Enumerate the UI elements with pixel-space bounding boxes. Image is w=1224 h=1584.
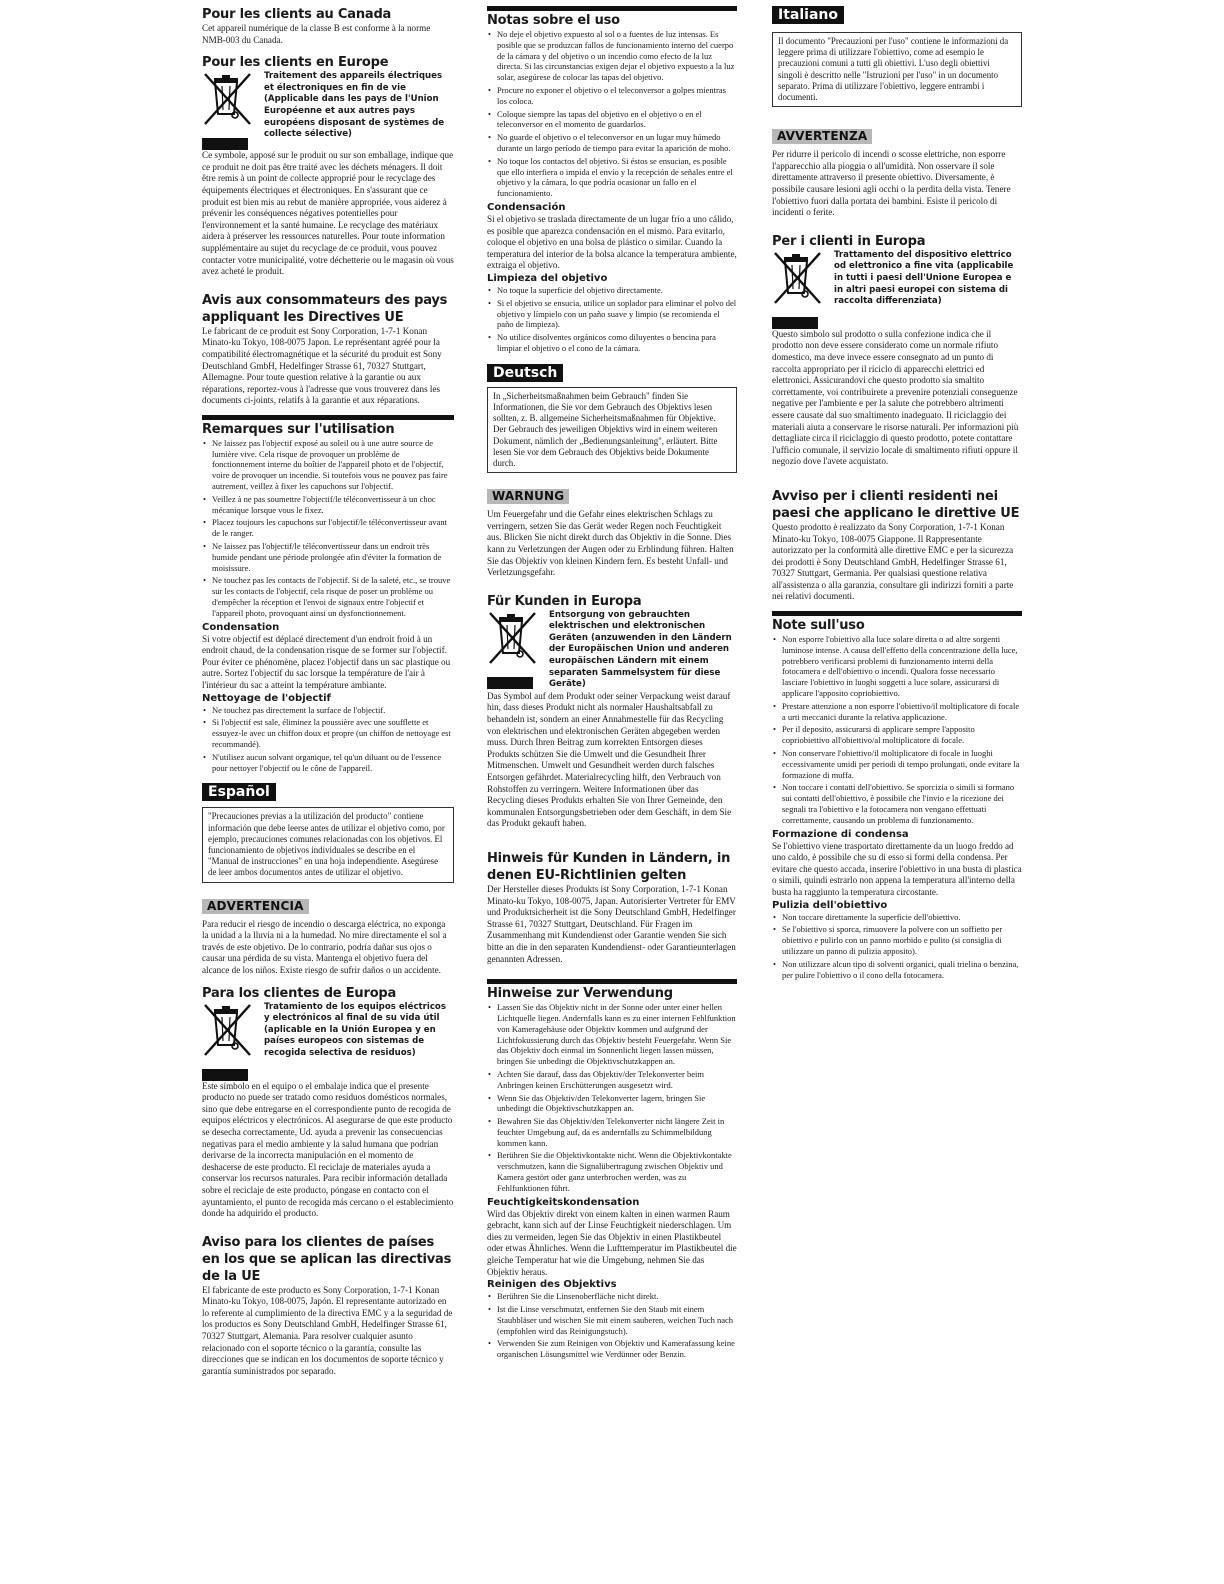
list-item: • Per il deposito, assicurarsi di applicare sempre l'apposito copriobiettivo all'obiettivo/al moltiplicatore di focale. — [772, 724, 1022, 746]
it-weee-title: Trattamento del dispositivo elettrico od elettronico a fine vita (applicabile in tutti i paesi dell'Unione Europea e in altri paesi europei con sistema di raccolta differenziata) — [834, 249, 1014, 307]
it-clean-list — [772, 912, 1022, 981]
it-box-text: Il documento "Precauzioni per l'uso" contiene le informazioni da leggere prima di utilizzare l'obiettivo, come ad esempio le precauzioni comuni a tutti gli obiettivi. L'uso degli obiettivi singoli è descritto nelle "Istruzioni per l'uso" in un documento separato. Prima di utilizzare l'obiettivo, leggere entrambi i documenti. — [778, 36, 1009, 103]
list-item: • Ne touchez pas les contacts de l'objectif. Si de la saleté, etc., se trouve sur les contacts de l'objectif, cela risque de poser un problème ou d'empêcher la réception et l'envoi de signaux entre l'objectif et l'appareil photo, provoquant ainsi un dysfonctionnement. — [202, 575, 454, 618]
list-item: • No toque la superficie del objetivo directamente. — [487, 285, 737, 296]
de-warning-label: WARNUNG — [487, 489, 569, 504]
weee-black-bar — [202, 1069, 248, 1081]
language-label-it: Italiano — [772, 6, 844, 24]
list-item: • Bewahren Sie das Objektiv/den Telekonverter nicht längere Zeit in feuchter Umgebung auf, da es andernfalls zu Schimmelbildung kommen kann. — [487, 1116, 737, 1148]
language-label-de: Deutsch — [487, 364, 563, 382]
fr-cond-text: Si votre objectif est déplacé directement d'un endroit froid à un endroit chaud, de la condensation risque de se former sur l'objectif. Pour éviter ce phénomène, placez l'objectif dans un sac plastique ou autre. Sortez l'objectif du sac lorsque la température de l'air à l'intérieur du sac a atteint la température ambiante. — [202, 633, 451, 690]
it-intro-box — [772, 32, 1022, 107]
list-item: • Achten Sie darauf, dass das Objektiv/der Telekonverter beim Anbringen keinen Erschütterungen ausgesetzt wird. — [487, 1069, 737, 1091]
fr-eu-text: Le fabricant de ce produit est Sony Corporation, 1-7-1 Konan Minato-ku Tokyo, 108-0075 Japon. Le représentant agréé pour la compatibilité électromagnétique et la sécurité du produit est Sony Deutschland GmbH, Hedelfinger Strasse 61, 70327 Stuttgart, Allemagne. Pour toute question relative à la garantie ou aux réparations, reportez-vous à l'adresse que vous trouverez dans les documents ci-joints, relatifs à la garantie et aux réparations. — [202, 325, 442, 406]
section-title-de-europe: Für Kunden in Europa — [487, 593, 642, 609]
section-title-it-europe: Per i clienti in Europa — [772, 233, 926, 249]
list-item: • No utilice disolventes orgánicos como diluyentes o bencina para limpiar el objetivo o el cono de la cámara. — [487, 332, 737, 354]
it-weee-block — [772, 250, 1022, 329]
list-item: • Ne laissez pas l'objectif/le téléconvertisseur dans un endroit très humide pendant une période prolongée afin d'éviter la formation de moisissure. — [202, 541, 454, 573]
es-weee-title: Tratamiento de los equipos eléctricos y electrónicos al final de su vida útil (aplicable en la Unión Europea y en países europeos con sistemas de recogida selectiva de residuos) — [264, 1001, 446, 1058]
list-item: • Ist die Linse verschmutzt, entfernen Sie den Staub mit einem Staubbläser und wischen Sie mit einem sauberen, weichen Tuch nach (empfohlen wird das Reinigungstuch). — [487, 1304, 737, 1336]
list-item: • Ne touchez pas directement la surface de l'objectif. — [202, 705, 454, 716]
de-clean-title: Reinigen des Objektivs — [487, 1279, 617, 1291]
it-warning-text: Per ridurre il pericolo di incendi o scosse elettriche, non esporre l'apparecchio alla pioggia o all'umidità. Non osservare il sole direttamente attraverso il presente obiettivo. Diversamente, è possibile causare lesioni agli occhi o la perdita della vista. Tenere l'obiettivo fuori dalla portata dei bambini. Esiste il pericolo di incidenti o ferite. — [772, 149, 1011, 218]
it-cond-title: Formazione di condensa — [772, 828, 909, 840]
crossed-bin-icon — [202, 1002, 254, 1060]
de-notes-list — [487, 1002, 737, 1194]
list-item: • Prestare attenzione a non esporre l'obiettivo/il moltiplicatore di focale a urti meccanici durante la relativa applicazione. — [772, 701, 1022, 723]
it-warning-label: AVVERTENZA — [772, 129, 872, 144]
list-item: • No guarde el objetivo o el teleconversor en un lugar muy húmedo durante un largo período de tiempo para evitar la aparición de moho. — [487, 132, 737, 154]
fr-clean-list — [202, 705, 454, 774]
section-title-fr-notes: Remarques sur l'utilisation — [202, 421, 395, 437]
list-item: • Procure no exponer el objetivo o el teleconversor a golpes mientras los coloca. — [487, 85, 737, 107]
list-item: • No toque los contactos del objetivo. Si éstos se ensucian, es posible que ello interfiera o impida el envío y la recepción de señales entre el objetivo y la cámara, lo que podría ocasionar un fallo en el funcionamiento. — [487, 156, 737, 199]
es-clean-list — [487, 285, 737, 354]
fr-canada-text: Cet appareil numérique de la classe B est conforme à la norme NMB-003 du Canada. — [202, 23, 431, 45]
crossed-bin-icon — [487, 610, 539, 668]
de-weee-title: Entsorgung von gebrauchten elektrischen und elektronischen Geräten (anzuwenden in den Ländern der Europäischen Union und anderen europäischen Ländern mit einem separaten Sammelsystem für diese Geräte) — [549, 609, 732, 690]
list-item: • Wenn Sie das Objektiv/den Telekonverter lagern, bringen Sie unbedingt die Objektivschutzkappen an. — [487, 1093, 737, 1115]
es-warning-label: ADVERTENCIA — [202, 899, 309, 914]
column-1 — [202, 6, 454, 1377]
de-warning-text: Um Feuergefahr und die Gefahr eines elektrischen Schlags zu verringern, setzen Sie das Gerät weder Regen noch Feuchtigkeit aus. Blicken Sie nicht direkt durch das Objektiv in die Sonne. Dies kann zu Verletzungen der Augen oder zu Erblindung führen. Halten Sie das Objektiv von kleinen Kindern fern. Es besteht Unfall- und Verletzungsgefahr. — [487, 509, 734, 578]
fr-cond-title: Condensation — [202, 621, 280, 633]
section-title-fr-eu: Avis aux consommateurs des pays appliquant les Directives UE — [202, 292, 448, 325]
crossed-bin-icon — [772, 250, 824, 308]
es-weee-text: Este símbolo en el equipo o el embalaje indica que el presente producto no puede ser tratado como residuos domésticos normales, sino que debe entregarse en el correspondiente punto de recogida de equipos eléctricos y electrónicos. Al asegurarse de que este producto se desecha correctamente, Ud. ayuda a prevenir las consecuencias negativas para el medio ambiente y la salud humana que podrían derivarse de la incorrecta manipulación en el momento de deshacerse de este producto. El reciclaje de materiales ayuda a conservar los recursos naturales. Para recibir información detallada sobre el reciclaje de este producto, póngase en contacto con el ayuntamiento, el punto de recogida más cercano o el establecimiento donde ha adquirido el producto. — [202, 1080, 454, 1219]
list-item: • Ne laissez pas l'objectif exposé au soleil ou à une autre source de lumière vive. Cela risque de provoquer un problème de fonctionnement interne du boîtier de l'appareil photo et de l'objectif, voire de provoquer un incendie. Si toutefois vous ne pouvez pas faire autrement, veillez à fixer les capuchons sur l'objectif. — [202, 438, 454, 492]
list-item: • Non esporre l'obiettivo alla luce solare diretta o ad altre sorgenti luminose intense. A causa dell'effetto della concentrazione della luce, potrebbero verificarsi problemi di funzionamento interni della fotocamera e dell'obiettivo o incendi. Qualora fosse necessario lasciare l'obiettivo in luoghi soggetti a luce solare, assicurarsi di applicare l'apposito copriobiettivo. — [772, 634, 1022, 699]
column-3 — [772, 6, 1022, 982]
es-warning-text: Para reducir el riesgo de incendio o descarga eléctrica, no exponga la unidad a la lluvia ni a la humedad. No mire directamente el sol a través de este objetivo. De lo contrario, podría dañar sus ojos o causar una pérdida de su vista. Mantenga el objetivo fuera del alcance de los niños. Existe riesgo de sufrir daños o un accidente. — [202, 918, 447, 975]
crossed-bin-icon — [202, 71, 254, 129]
fr-weee-title: Traitement des appareils électriques et électroniques en fin de vie (Applicable dans les pays de l'Union Européenne et aux autres pays européens disposant de systèmes de collecte sélective) — [264, 71, 445, 140]
section-title-de-eu: Hinweis für Kunden in Ländern, in denen EU-Richtlinien gelten — [487, 850, 731, 883]
list-item: • N'utilisez aucun solvant organique, tel qu'un diluant ou de l'essence pour nettoyer l'objectif ou le cône de l'appareil. — [202, 752, 454, 774]
es-notes-list — [487, 29, 737, 199]
de-clean-list — [487, 1291, 737, 1360]
es-eu-text: El fabricante de este producto es Sony Corporation, 1-7-1 Konan Minato-ku Tokyo, 108-0075, Japón. El representante autorizado en lo referente al cumplimiento de la directiva EMC y a la seguridad de los productos es Sony Deutschland GmbH, Hedelfinger Strasse 61, 70327 Stuttgart, Alemania. Para resolver cualquier asunto relacionado con el soporte técnico o la garantía, consulte las direcciones que se indican en los documentos de soporte técnico y garantía suministrados por separado. — [202, 1284, 453, 1376]
list-item: • Si l'objectif est sale, éliminez la poussière avec une soufflette et essuyez-le avec un chiffon doux et propre (un chiffon de nettoyage est recommandé). — [202, 717, 454, 749]
list-item: • Se l'obiettivo si sporca, rimuovere la polvere con un soffietto per obiettivo e pulirlo con un panno morbido e pulito (si consiglia di utilizzare un panno di pulizia apposito). — [772, 924, 1022, 956]
list-item: • Si el objetivo se ensucia, utilice un soplador para eliminar el polvo del objetivo y límpielo con un paño suave y limpio (se recomienda el paño de limpieza). — [487, 298, 737, 330]
fr-weee-text: Ce symbole, apposé sur le produit ou sur son emballage, indique que ce produit ne doit pas être traité avec les déchets ménagers. Il doit être remis à un point de collecte approprié pour le recyclage des équipements électriques et électroniques. En s'assurant que ce produit est bien mis au rebut de manière appropriée, vous aiderez à prévenir les conséquences négatives potentielles pour l'environnement et la santé humaine. Le recyclage des matériaux aidera à préserver les ressources naturelles. Pour toute information supplémentaire au sujet du recyclage de ce produit, vous pouvez contacter votre municipalité, votre déchetterie ou le magasin où vous avez acheté le produit. — [202, 150, 454, 277]
list-item: • Berühren Sie die Objektivkontakte nicht. Wenn die Objektivkontakte verschmutzen, kann die Signalübertragung zwischen Objektiv und Kamera gestört oder ganz unterbrochen werden, was zu Fehlfunktionen führt. — [487, 1150, 737, 1193]
list-item: • Verwenden Sie zum Reinigen von Objektiv und Kamerafassung keine organischen Lösungsmittel wie Verdünner oder Benzin. — [487, 1338, 737, 1360]
de-intro-box — [487, 387, 737, 473]
section-title-it-eu: Avviso per i clienti residenti nei paesi che applicano le direttive UE — [772, 488, 1020, 521]
section-title-es-eu: Aviso para los clientes de países en los que se aplican las directivas de la UE — [202, 1234, 452, 1284]
list-item: • Coloque siempre las tapas del objetivo en el objetivo o en el teleconversor en el momento de guardarlos. — [487, 109, 737, 131]
es-intro-box — [202, 807, 454, 882]
it-cond-text: Se l'obiettivo viene trasportato direttamente da un luogo freddo ad uno caldo, è possibile che su di esso si formi della condensa. Per evitare che questo accada, inserire l'obiettivo in una busta di plastica o simili, quindi estrarlo non appena la temperatura all'interno della busta ha raggiunto la temperatura circostante. — [772, 840, 1022, 897]
section-title-fr-canada: Pour les clients au Canada — [202, 7, 392, 22]
section-title-es-europe: Para los clientes de Europa — [202, 985, 397, 1001]
de-weee-text: Das Symbol auf dem Produkt oder seiner Verpackung weist darauf hin, dass dieses Produkt nicht als normaler Haushaltsabfall zu behandeln ist, sondern an einer Annahmestelle für das Recycling von elektrischen und elektronischen Geräten abgegeben werden muss. Durch Ihren Beitrag zum korrekten Entsorgen dieses Produkts schützen Sie die Umwelt und die Gesundheit Ihrer Mitmenschen. Umwelt und Gesundheit werden durch falsches Entsorgen gefährdet. Materialrecycling hilft, den Verbrauch von Rohstoffen zu verringern. Weitere Informationen über das Recycling dieses Produkts erhalten Sie von Ihrer Gemeinde, den kommunalen Entsorgungsbetrieben oder dem Geschäft, in dem Sie das Produkt gekauft haben. — [487, 690, 732, 829]
it-weee-text: Questo simbolo sul prodotto o sulla confezione indica che il prodotto non deve essere considerato come un normale rifiuto domestico, ma deve invece essere consegnato ad un punto di raccolta appropriato per il riciclo di apparecchi elettrici ed elettronici. Assicurandovi che questo prodotto sia smaltito correttamente, voi contribuirete a prevenire potenziali conseguenze negative per l'ambiente e per la salute che potrebbero altrimenti essere causate dal suo smaltimento inadeguato. Il riciclaggio dei materiali aiuta a conservare le risorse naturali. Per informazioni più dettagliate circa il riciclaggio di questo prodotto, potete contattare l'ufficio comunale, il servizio locale di smaltimento rifiuti oppure il negozio dove l'avete acquistato. — [772, 328, 1019, 467]
de-cond-text: Wird das Objektiv direkt von einem kalten in einen warmen Raum gebracht, kann sich auf der Linse Feuchtigkeit niederschlagen. Um dies zu vermeiden, legen Sie das Objektiv in einen Plastikbeutel oder etwas Ähnliches. Wenn die Lufttemperatur im Plastikbeutel die gleiche Temperatur hat wie die Umgebung, nehmen Sie das Objektiv heraus. — [487, 1208, 737, 1277]
weee-black-bar — [487, 677, 533, 689]
language-label-es: Español — [202, 783, 276, 801]
section-title-de-notes: Hinweise zur Verwendung — [487, 986, 673, 1002]
section-title-es-notes: Notas sobre el uso — [487, 13, 620, 28]
list-item: • No deje el objetivo expuesto al sol o a fuentes de luz intensas. Es posible que se produzcan fallos de funcionamiento interno del cuerpo de la cámara y del objetivo o un incendio como efecto de la luz directa. Si las circunstancias exigen dejar el objetivo expuesto a la luz solar, asegúrese de colocar las tapas del objetivo. — [487, 29, 737, 83]
weee-black-bar — [202, 138, 248, 150]
es-box-text: "Precauciones previas a la utilización del producto" contiene información que debe leerse antes de utilizar el objetivo como, por ejemplo, precauciones comunes relacionadas con los objetivos. El funcionamiento de objetivos individuales se describe en el "Manual de instrucciones" en una hoja independiente. Asegúrese de leer ambos documentos antes de utilizar el objetivo. — [208, 811, 445, 878]
section-title-fr-europe: Pour les clients en Europe — [202, 55, 389, 71]
section-title-it-notes: Note sull'uso — [772, 618, 865, 634]
list-item: • Non conservare l'obiettivo/il moltiplicatore di focale in luoghi eccessivamente umidi per periodi di tempo prolungati, onde evitare la formazione di muffa. — [772, 748, 1022, 780]
list-item: • Non utilizzare alcun tipo di solventi organici, quali trielina o benzina, per pulire l'obiettivo o il cono della fotocamera. — [772, 959, 1022, 981]
es-cond-text: Si el objetivo se traslada directamente de un lugar frío a uno cálido, es posible que aparezca condensación en el mismo. Para evitarlo, coloque el objetivo en una bolsa de plástico o similar. Cuando la temperatura del interior de la bolsa alcance la temperatura ambiente, extraiga el objetivo. — [487, 213, 737, 271]
fr-weee-block — [202, 71, 454, 150]
weee-black-bar — [772, 317, 818, 329]
de-eu-text: Der Hersteller dieses Produkts ist Sony Corporation, 1-7-1 Konan Minato-ku Tokyo, 108-0075, Japan. Autorisierter Vertreter für EMV und Produktsicherheit ist die Sony Deutschland GmbH, Hedelfinger Strasse 61, 70327 Stuttgart, Deutschland. Für Fragen im Zusammenhang mit Kundendienst oder Garantie wenden Sie sich bitte an die in den separaten Kundendienst- oder Garantieunterlagen genannten Adressen. — [487, 883, 736, 964]
list-item: • Placez toujours les capuchons sur l'objectif/le téléconvertisseur avant de le ranger. — [202, 517, 454, 539]
fr-clean-title: Nettoyage de l'objectif — [202, 692, 331, 704]
es-clean-title: Limpieza del objetivo — [487, 272, 608, 284]
de-weee-block — [487, 610, 737, 691]
de-box-text: In „Sicherheitsmaßnahmen beim Gebrauch" finden Sie Informationen, die Sie vor dem Gebrauch des Objektivs lesen sollten, z. B. allgemeine Sicherheitsmaßnahmen für Objektive. Der Gebrauch des jeweiligen Objektivs wird in einem weiteren Dokument, nämlich der „Bedienungsanleitung", erläutert. Bitte lesen Sie vor dem Gebrauch des Objektivs beide Dokumente durch. — [493, 390, 718, 468]
it-notes-list — [772, 634, 1022, 826]
list-item: • Non toccare direttamente la superficie dell'obiettivo. — [772, 912, 1022, 923]
fr-notes-list — [202, 438, 454, 619]
list-item: • Non toccare i contatti dell'obiettivo. Se sporcizia o simili si formano sui contatti dell'obiettivo, è possibile che l'invio e la ricezione dei segnali tra l'obiettivo e la fotocamera non vengano effettuati correttamente, causando un problema di funzionamento. — [772, 782, 1022, 825]
it-clean-title: Pulizia dell'obiettivo — [772, 899, 888, 911]
es-weee-block — [202, 1002, 454, 1081]
es-cond-title: Condensación — [487, 201, 566, 213]
list-item: • Veillez à ne pas soumettre l'objectif/le téléconvertisseur à un choc mécanique lorsque vous le fixez. — [202, 494, 454, 516]
de-cond-title: Feuchtigkeitskondensation — [487, 1196, 640, 1208]
column-2 — [487, 6, 737, 1362]
it-eu-text: Questo prodotto è realizzato da Sony Corporation, 1-7-1 Konan Minato-ku Tokyo, 108-0075 Giappone. Il Rappresentante autorizzato per la conformità alle direttive EMC e per la sicurezza dei prodotti è Sony Deutschland GmbH, Hedelfinger Strasse 61, 70327 Stuttgart, Germania. Per qualsiasi questione relativa all'assistenza o alla garanzia, consultare gli indirizzi forniti a parte nei relativi documenti. — [772, 521, 1014, 602]
list-item: • Berühren Sie die Linsenoberfläche nicht direkt. — [487, 1291, 737, 1302]
list-item: • Lassen Sie das Objektiv nicht in der Sonne oder unter einer hellen Lichtquelle liegen. Andernfalls kann es zu einer internen Fehlfunktion von Kameragehäuse oder Objektiv kommen und aufgrund der Lichtfokussierung durch das Objektiv besteht Feuergefahr. Wenn Sie das Objektiv doch einmal im Sonnenlicht liegen lassen müssen, bringen Sie unbedingt die Objektivschutzkappen an. — [487, 1002, 737, 1067]
